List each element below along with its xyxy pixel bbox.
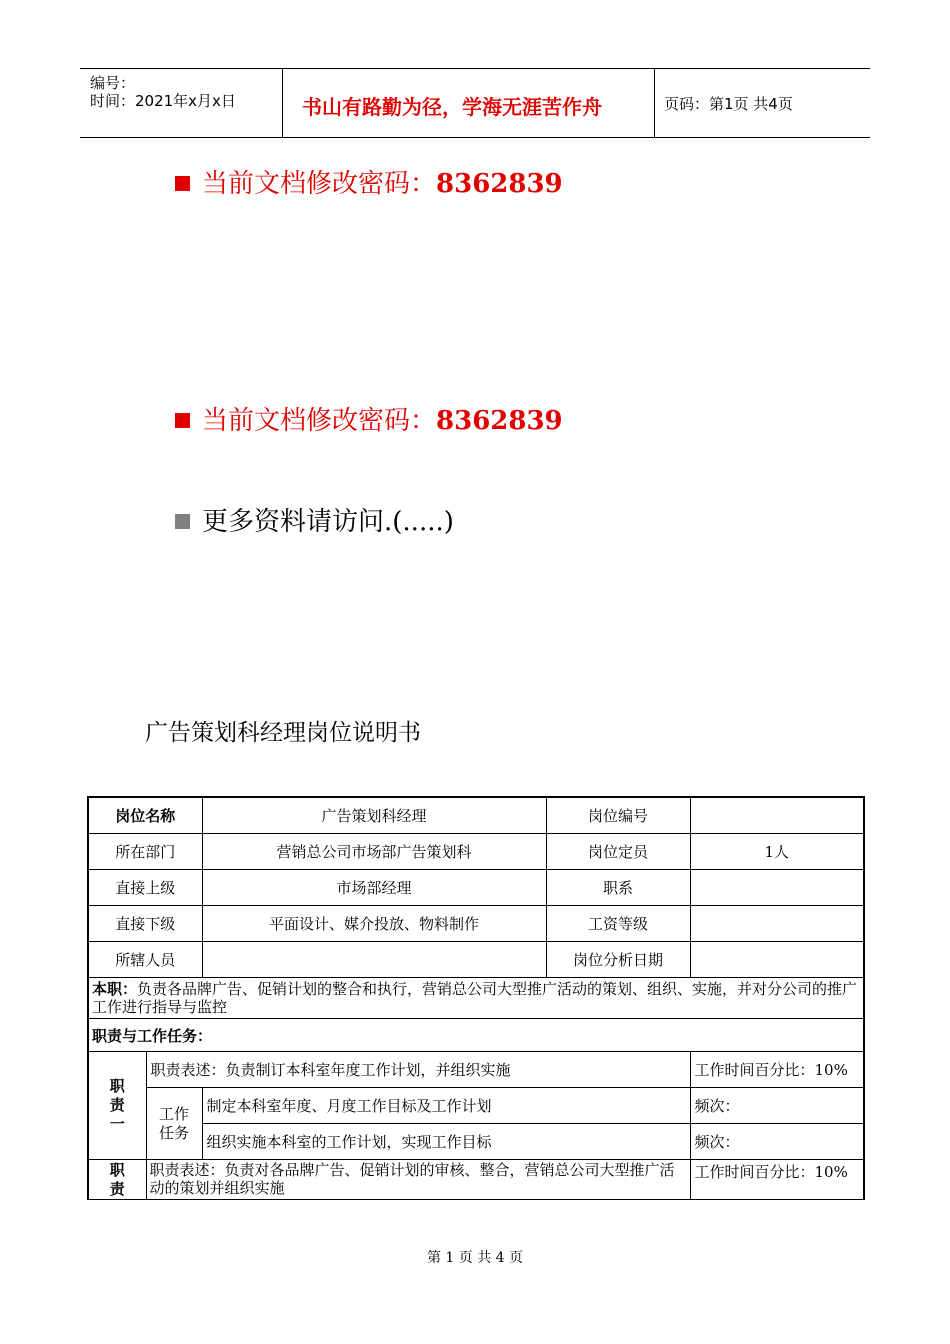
task-text: 制定本科室年度、月度工作目标及工作计划: [202, 1088, 690, 1124]
field-label: 工资等级: [546, 906, 690, 942]
red-square-bullet-icon: [175, 176, 190, 191]
table-row: [88, 906, 864, 942]
field-label: 职系: [546, 870, 690, 906]
duty-two-label: [88, 1160, 146, 1200]
header-meta: [80, 69, 283, 137]
number-label: 编号：: [90, 74, 136, 92]
red-square-bullet-icon: [175, 413, 190, 428]
task-row: [88, 1088, 864, 1124]
duties-heading: 职责与工作任务：: [88, 1019, 864, 1052]
core-duty-cell: [88, 978, 864, 1019]
password-notice-1: [175, 167, 563, 201]
notice-password: 8362839: [436, 169, 563, 199]
duty-label-char: 一: [109, 1115, 125, 1133]
field-label: 岗位分析日期: [546, 942, 690, 978]
field-label: 所在部门: [88, 834, 202, 870]
field-value: [690, 906, 864, 942]
notice-label: 当前文档修改密码：: [202, 406, 437, 436]
core-duty-label: 本职：: [92, 980, 138, 998]
field-value: [690, 797, 864, 834]
duty-label-char: 责: [109, 1096, 125, 1114]
task-label: 工作任务: [146, 1088, 202, 1160]
more-info-notice: [175, 505, 454, 539]
duty-description: 职责表述：负责制订本科室年度工作计划，并组织实施: [146, 1052, 690, 1088]
field-value: [690, 870, 864, 906]
page-footer: 第 1 页 共 4 页: [426, 1250, 524, 1266]
header-motto-cell: [282, 69, 655, 137]
task-row: [88, 1124, 864, 1160]
task-frequency: 频次：: [690, 1124, 864, 1160]
duty-description: 职责表述：负责对各品牌广告、促销计划的审核、整合，营销总公司大型推广活动的策划并组织实施: [146, 1160, 690, 1200]
table-row: [88, 942, 864, 978]
notice-password: 8362839: [436, 406, 563, 436]
field-label: 直接下级: [88, 906, 202, 942]
table-row: [88, 797, 864, 834]
more-info-link[interactable]: 更多资料请访问.(.....): [202, 507, 454, 537]
page-indicator: 页码：第1页 共4页: [664, 95, 793, 113]
duty-label-char: 责: [109, 1180, 125, 1198]
field-value: 营销总公司市场部广告策划科: [202, 834, 546, 870]
duty-row: [88, 1160, 864, 1200]
field-label: 岗位名称: [88, 797, 202, 834]
task-text: 组织实施本科室的工作计划，实现工作目标: [202, 1124, 690, 1160]
table-row: [88, 834, 864, 870]
page-header: [80, 68, 870, 138]
core-duty-text: 负责各品牌广告、促销计划的整合和执行，营销总公司大型推广活动的策划、组织、实施，并对分公司的推广工作进行指导与监控: [92, 980, 858, 1016]
grey-square-bullet-icon: [175, 514, 190, 529]
task-frequency: 频次：: [690, 1088, 864, 1124]
duties-heading-row: [88, 1019, 864, 1052]
motto: 书山有路勤为径，学海无涯苦作舟: [302, 95, 602, 119]
field-label: 直接上级: [88, 870, 202, 906]
job-description-table: [87, 796, 865, 1200]
duty-label-char: 职: [109, 1161, 125, 1179]
field-value: 广告策划科经理: [202, 797, 546, 834]
duty-label-char: 职: [109, 1077, 125, 1095]
field-value: 平面设计、媒介投放、物料制作: [202, 906, 546, 942]
document-title: 广告策划科经理岗位说明书: [145, 720, 421, 746]
table-row: [88, 870, 864, 906]
field-value: 市场部经理: [202, 870, 546, 906]
duty-time-percent: 工作时间百分比：10%: [690, 1160, 864, 1200]
field-value: [690, 942, 864, 978]
duty-one-label: [88, 1052, 146, 1160]
field-value: [202, 942, 546, 978]
duty-row: [88, 1052, 864, 1088]
notice-label: 当前文档修改密码：: [202, 169, 437, 199]
benzhi-row: [88, 978, 864, 1019]
time-label: 时间：2021年x月x日: [90, 92, 236, 110]
header-page-cell: [655, 69, 870, 137]
field-label: 岗位定员: [546, 834, 690, 870]
field-label: 所辖人员: [88, 942, 202, 978]
password-notice-2: [175, 404, 563, 438]
field-value: 1人: [690, 834, 864, 870]
duty-time-percent: 工作时间百分比：10%: [690, 1052, 864, 1088]
field-label: 岗位编号: [546, 797, 690, 834]
